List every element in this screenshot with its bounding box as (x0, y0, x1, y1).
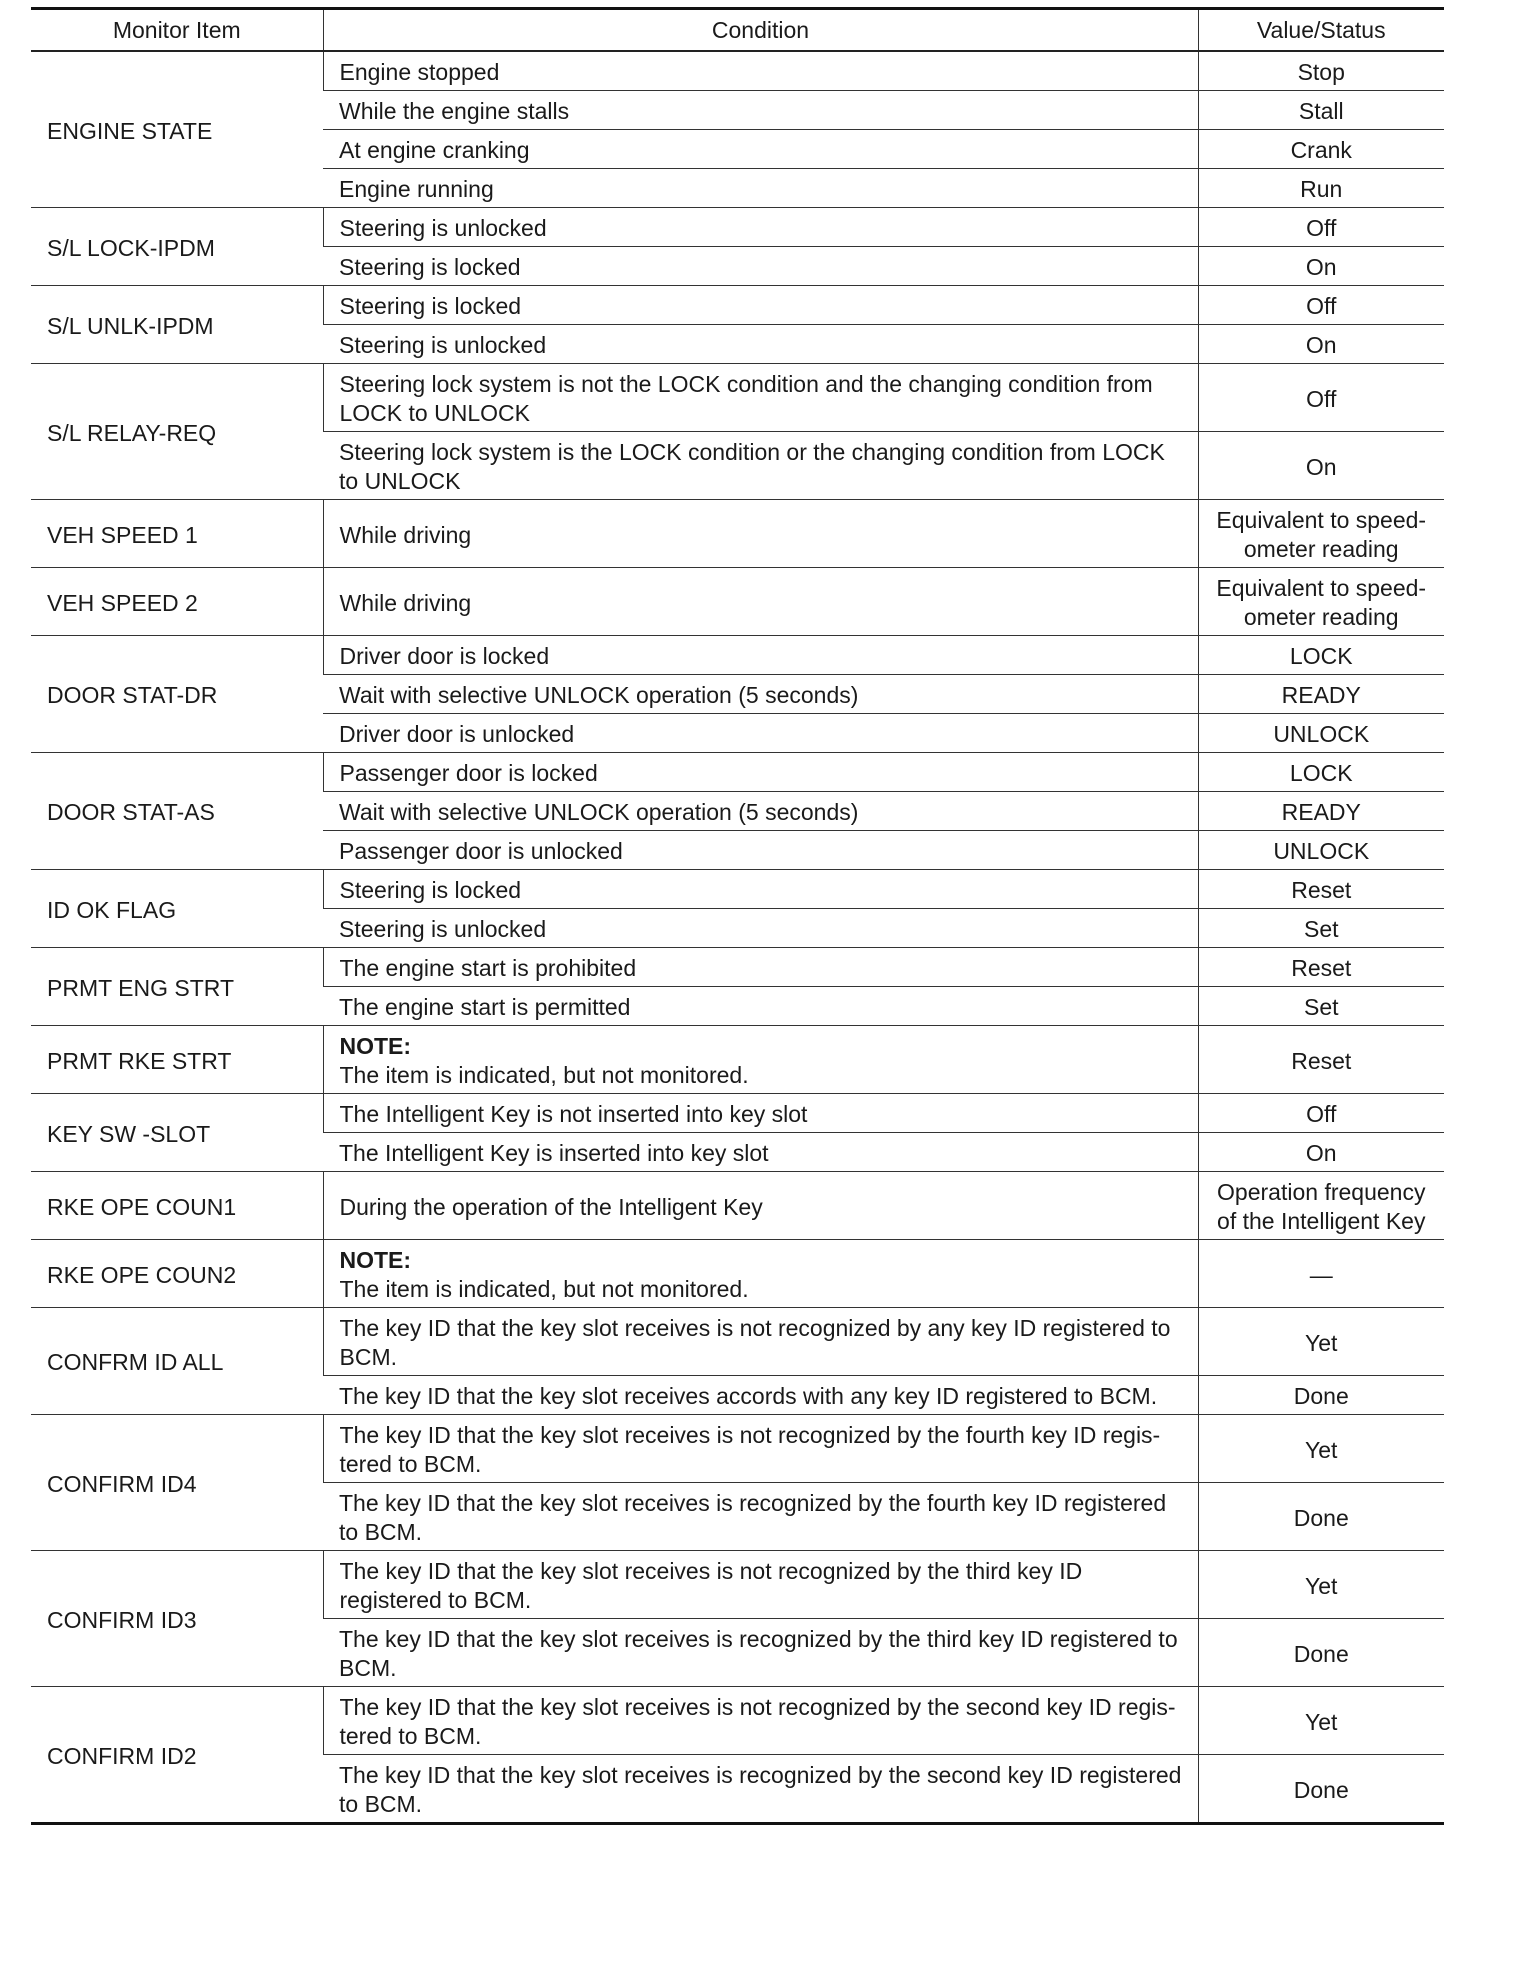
condition-cell: The key ID that the key slot receives is not recognized by any key ID registered to BCM. (323, 1308, 1198, 1376)
condition-cell: During the operation of the Intelligent Key (323, 1172, 1198, 1240)
table-row (31, 1687, 1444, 1755)
monitor-item-cell: KEY SW -SLOT (31, 1094, 323, 1172)
table-row (31, 1026, 1444, 1094)
value-status-cell: Yet (1198, 1308, 1444, 1376)
condition-cell: While driving (323, 568, 1198, 636)
condition-cell: While driving (323, 500, 1198, 568)
table-row (31, 1308, 1444, 1376)
header-value-status: Value/Status (1198, 10, 1444, 51)
value-status-cell: Equivalent to speed-ometer reading (1198, 500, 1444, 568)
condition-cell: Steering is locked (323, 247, 1198, 286)
condition-cell: The Intelligent Key is inserted into key slot (323, 1133, 1198, 1172)
condition-cell: Steering is locked (323, 870, 1198, 909)
header-condition: Condition (323, 10, 1198, 51)
monitor-item-cell: RKE OPE COUN1 (31, 1172, 323, 1240)
condition-cell: The engine start is prohibited (323, 948, 1198, 987)
condition-cell: Engine stopped (323, 51, 1198, 91)
monitor-item-cell: RKE OPE COUN2 (31, 1240, 323, 1308)
table-row (31, 51, 1444, 91)
value-status-cell: Off (1198, 208, 1444, 247)
value-status-cell: Reset (1198, 1026, 1444, 1094)
condition-cell (323, 1240, 1198, 1308)
condition-cell: The key ID that the key slot receives is not recognized by the fourth key ID regis-tered to BCM. (323, 1415, 1198, 1483)
table-row (31, 753, 1444, 792)
monitor-item-table-container (31, 7, 1444, 1825)
value-status-cell: Set (1198, 909, 1444, 948)
condition-cell: Engine running (323, 169, 1198, 208)
table-row (31, 948, 1444, 987)
condition-cell: The key ID that the key slot receives accords with any key ID registered to BCM. (323, 1376, 1198, 1415)
value-status-cell: UNLOCK (1198, 714, 1444, 753)
value-status-cell: Done (1198, 1619, 1444, 1687)
condition-cell: Steering is locked (323, 286, 1198, 325)
value-status-cell: READY (1198, 675, 1444, 714)
condition-cell: The engine start is permitted (323, 987, 1198, 1026)
monitor-item-cell: DOOR STAT-AS (31, 753, 323, 870)
value-status-cell: Stop (1198, 51, 1444, 91)
condition-cell: Steering lock system is not the LOCK condition and the changing condition from LOCK to UNLOCK (323, 364, 1198, 432)
value-status-cell: Off (1198, 364, 1444, 432)
monitor-item-cell: S/L RELAY-REQ (31, 364, 323, 500)
monitor-item-cell: CONFIRM ID4 (31, 1415, 323, 1551)
condition-cell: Driver door is unlocked (323, 714, 1198, 753)
value-status-cell: Done (1198, 1483, 1444, 1551)
monitor-item-cell: CONFIRM ID3 (31, 1551, 323, 1687)
monitor-item-cell: ID OK FLAG (31, 870, 323, 948)
condition-cell: Wait with selective UNLOCK operation (5 seconds) (323, 675, 1198, 714)
value-status-cell: Yet (1198, 1551, 1444, 1619)
condition-cell: The Intelligent Key is not inserted into key slot (323, 1094, 1198, 1133)
table-row (31, 1094, 1444, 1133)
condition-cell: At engine cranking (323, 130, 1198, 169)
condition-cell: Passenger door is locked (323, 753, 1198, 792)
condition-cell: While the engine stalls (323, 91, 1198, 130)
table-header-row (31, 10, 1444, 51)
table-row (31, 1551, 1444, 1619)
note-label: NOTE: (339, 1033, 412, 1059)
monitor-item-cell: CONFIRM ID2 (31, 1687, 323, 1823)
monitor-item-cell: VEH SPEED 1 (31, 500, 323, 568)
note-text: The item is indicated, but not monitored. (339, 1062, 749, 1088)
condition-cell: Passenger door is unlocked (323, 831, 1198, 870)
table-body (31, 51, 1444, 1822)
monitor-item-cell: VEH SPEED 2 (31, 568, 323, 636)
monitor-item-table (31, 10, 1444, 1822)
table-row (31, 1240, 1444, 1308)
value-status-cell: — (1198, 1240, 1444, 1308)
value-status-cell: Crank (1198, 130, 1444, 169)
value-status-cell: Set (1198, 987, 1444, 1026)
monitor-item-cell: S/L UNLK-IPDM (31, 286, 323, 364)
value-status-cell: Reset (1198, 948, 1444, 987)
value-status-cell: On (1198, 247, 1444, 286)
value-status-cell: READY (1198, 792, 1444, 831)
monitor-item-cell: DOOR STAT-DR (31, 636, 323, 753)
monitor-item-cell: PRMT ENG STRT (31, 948, 323, 1026)
condition-cell: The key ID that the key slot receives is recognized by the fourth key ID registered to BCM. (323, 1483, 1198, 1551)
value-status-cell: Stall (1198, 91, 1444, 130)
note-label: NOTE: (339, 1247, 412, 1273)
condition-cell: Steering is unlocked (323, 909, 1198, 948)
monitor-item-cell: CONFRM ID ALL (31, 1308, 323, 1415)
table-row (31, 286, 1444, 325)
value-status-cell: Reset (1198, 870, 1444, 909)
monitor-item-cell: ENGINE STATE (47, 117, 213, 144)
value-status-cell: Equivalent to speed-ometer reading (1198, 568, 1444, 636)
value-status-cell: LOCK (1198, 636, 1444, 675)
condition-cell: Steering lock system is the LOCK condition or the changing condition from LOCK to UNLOCK (323, 432, 1198, 500)
monitor-item-cell: S/L LOCK-IPDM (31, 208, 323, 286)
value-status-cell: Operation frequency of the Intelligent Key (1198, 1172, 1444, 1240)
header-monitor-item: Monitor Item (31, 10, 323, 51)
table-row (31, 500, 1444, 568)
table-row (31, 1172, 1444, 1240)
table-row (31, 636, 1444, 675)
table-row (31, 870, 1444, 909)
value-status-cell: UNLOCK (1198, 831, 1444, 870)
value-status-cell: On (1198, 1133, 1444, 1172)
value-status-cell: Done (1198, 1755, 1444, 1823)
condition-cell (323, 1026, 1198, 1094)
condition-cell: Steering is unlocked (323, 325, 1198, 364)
condition-cell: Driver door is locked (323, 636, 1198, 675)
table-row (31, 208, 1444, 247)
table-row (31, 364, 1444, 432)
value-status-cell: Done (1198, 1376, 1444, 1415)
value-status-cell: Yet (1198, 1687, 1444, 1755)
monitor-item-cell: PRMT RKE STRT (31, 1026, 323, 1094)
condition-cell: The key ID that the key slot receives is not recognized by the third key ID registered to BCM. (323, 1551, 1198, 1619)
value-status-cell: On (1198, 432, 1444, 500)
condition-cell: The key ID that the key slot receives is recognized by the third key ID registered to BCM. (323, 1619, 1198, 1687)
table-row (31, 1415, 1444, 1483)
table-row (31, 568, 1444, 636)
condition-cell: Steering is unlocked (323, 208, 1198, 247)
condition-cell: The key ID that the key slot receives is recognized by the second key ID registered to BCM. (323, 1755, 1198, 1823)
condition-cell: The key ID that the key slot receives is not recognized by the second key ID regis-tered to BCM. (323, 1687, 1198, 1755)
value-status-cell: LOCK (1198, 753, 1444, 792)
value-status-cell: Off (1198, 286, 1444, 325)
value-status-cell: Run (1198, 169, 1444, 208)
value-status-cell: Yet (1198, 1415, 1444, 1483)
value-status-cell: Off (1198, 1094, 1444, 1133)
condition-cell: Wait with selective UNLOCK operation (5 seconds) (323, 792, 1198, 831)
note-text: The item is indicated, but not monitored. (339, 1276, 749, 1302)
value-status-cell: On (1198, 325, 1444, 364)
